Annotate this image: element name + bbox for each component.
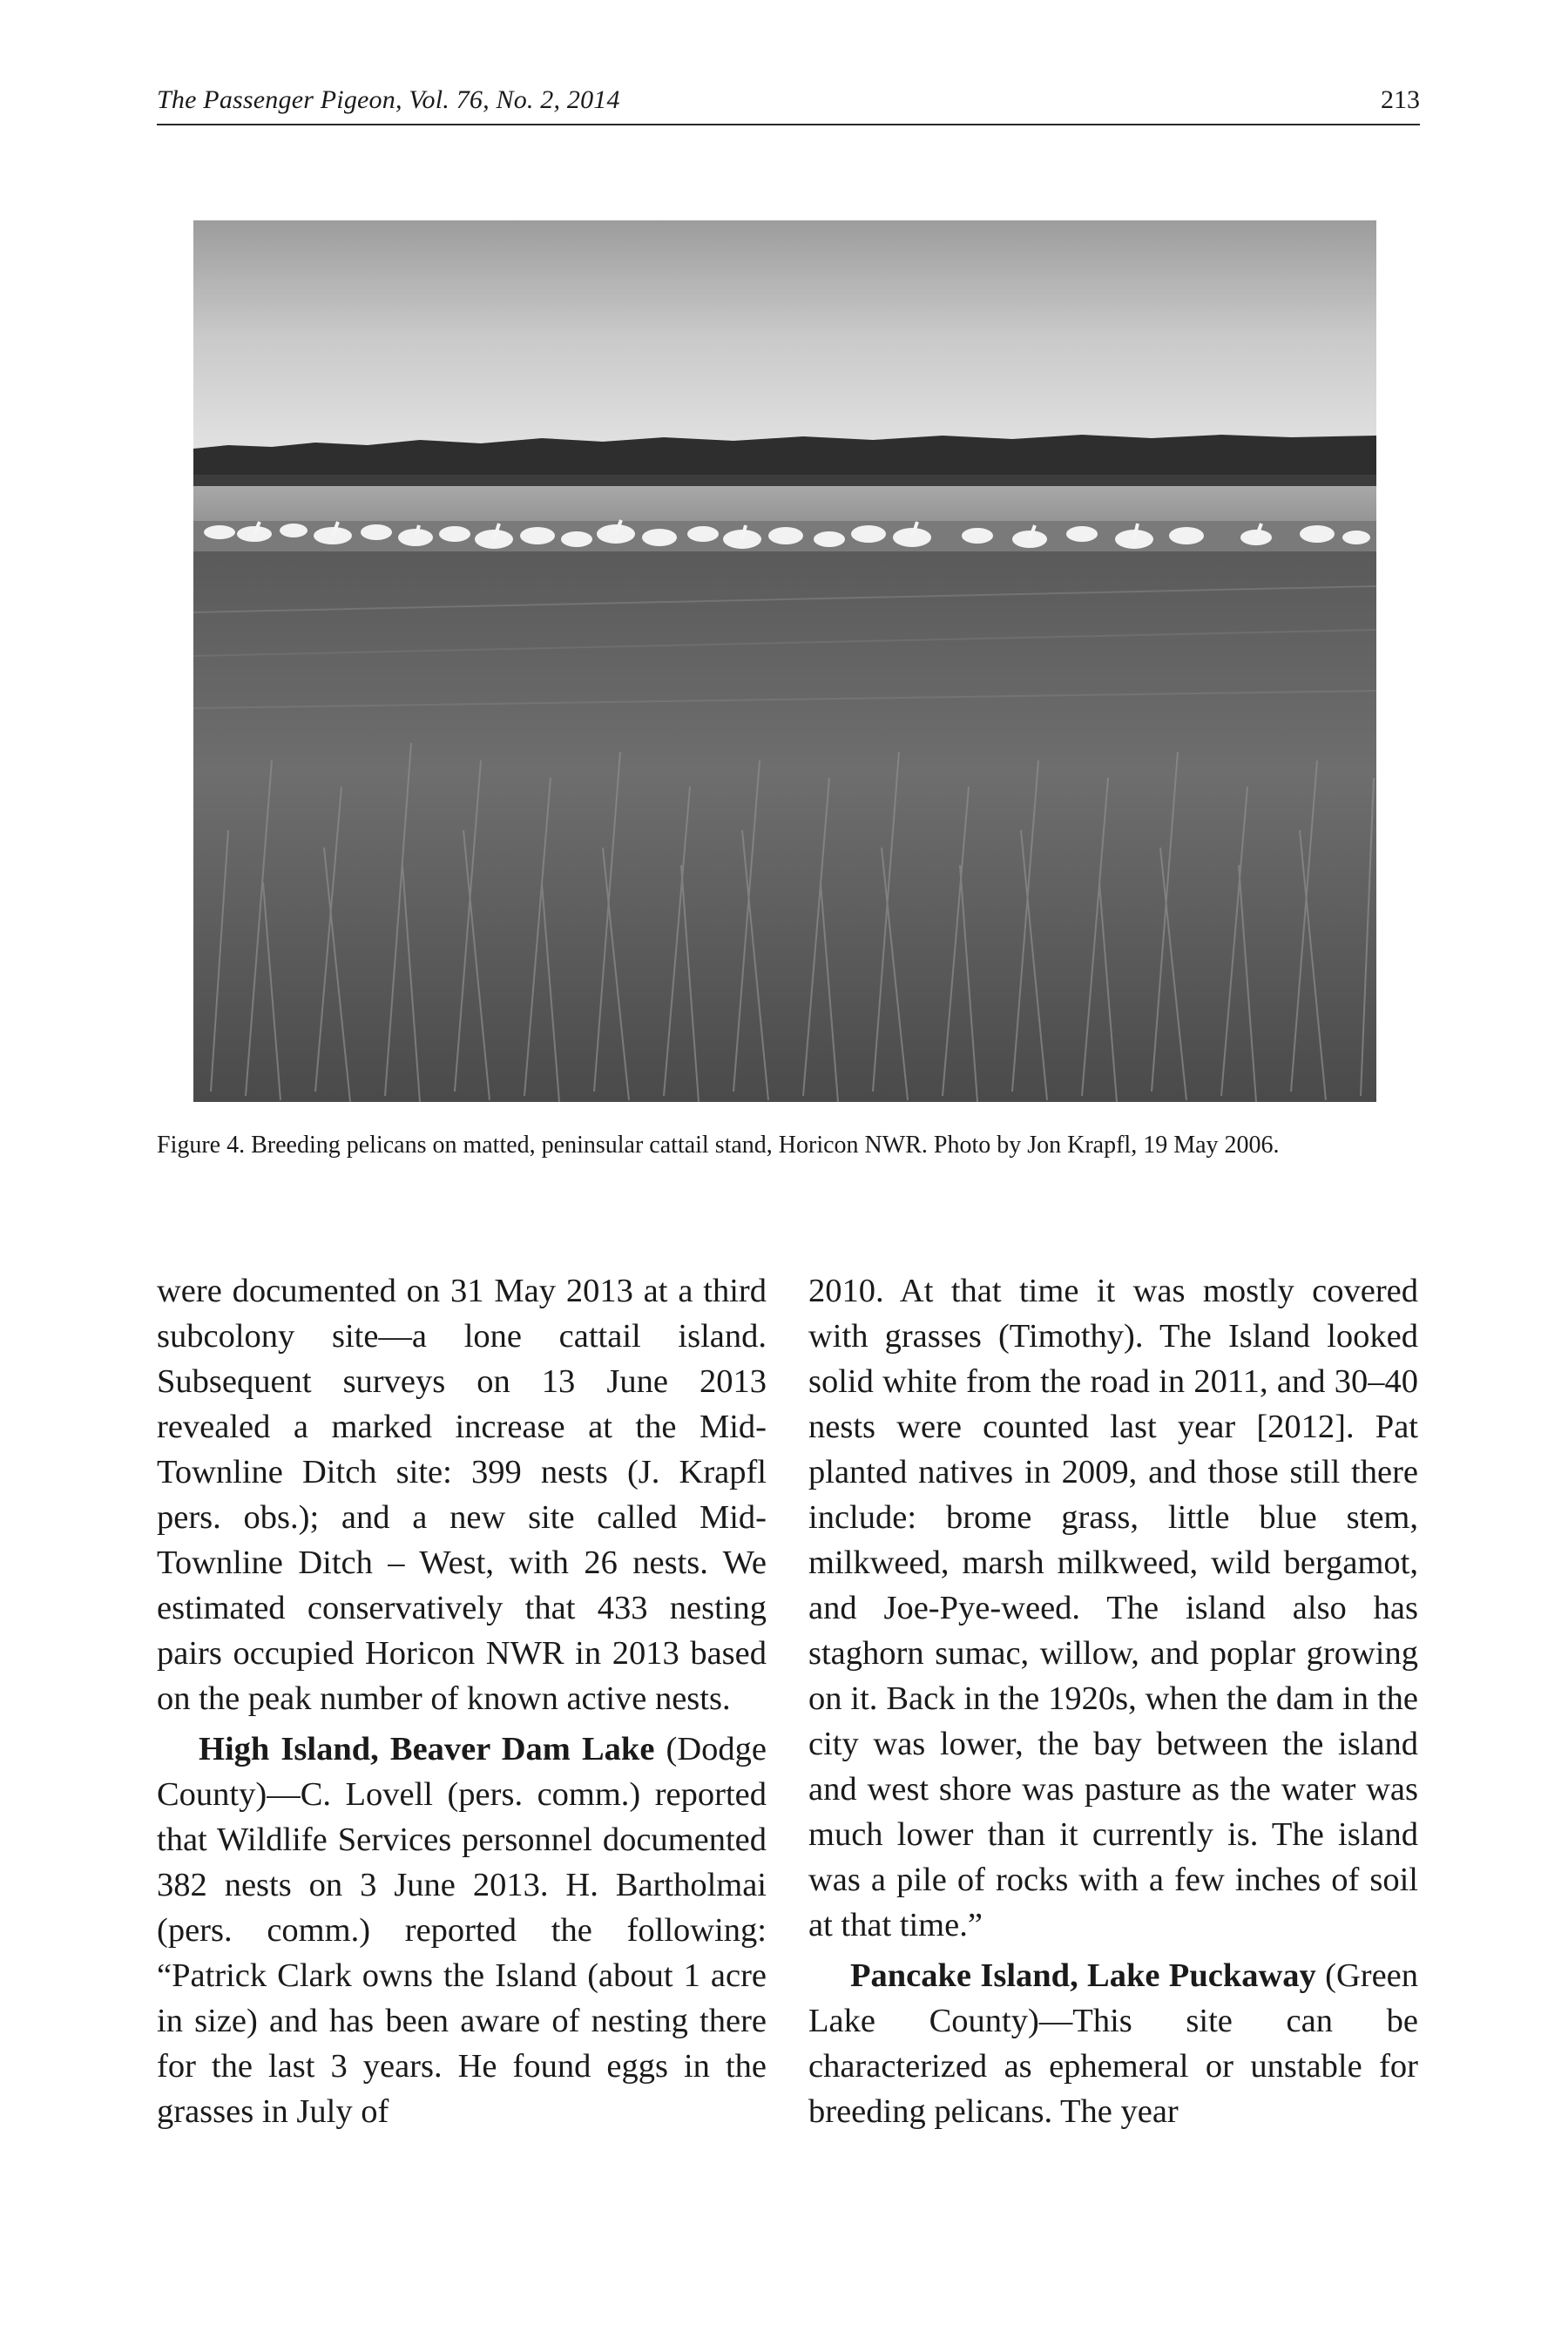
figure-photo (193, 220, 1376, 1102)
pelican-flock (193, 520, 1376, 556)
right-column (808, 1268, 1418, 2134)
left-paragraph-2-text: (Dodge County)—C. Lovell (pers. comm.) reported that Wildlife Services personnel documented 382 nests on 3 June 2013. H. Bartholmai (pers. comm.) reported the following: “Patrick Clark owns the Island (about 1 acre in size) and has been aware of nesting there for the last 3 years. He found eggs in the grasses in July of (157, 1731, 767, 2130)
right-paragraph-2 (808, 1953, 1418, 2134)
running-header (157, 80, 1420, 125)
page-number: 213 (1381, 85, 1420, 114)
pelican-marsh-photo (193, 220, 1376, 1102)
figure-caption: Figure 4. Breeding pelicans on matted, peninsular cattail stand, Horicon NWR. Photo by Jon Krapfl, 19 May 2006. (157, 1132, 1280, 1159)
journal-citation: The Passenger Pigeon, Vol. 76, No. 2, 2014 (157, 85, 620, 114)
right-paragraph-1: 2010. At that time it was mostly covered with grasses (Timothy). The Island looked solid white from the road in 2011, and 30–40 nests were counted last year [2012]. Pat planted natives in 2009, and those still there include: brome grass, little blue stem, milkweed, marsh milkweed, wild bergamot, and Joe-Pye-weed. The island also has staghorn sumac, willow, and poplar growing on it. Back in the 1920s, when the dam in the city was lower, the bay between the island and west shore was pasture as the water was much lower than it currently is. The island was a pile of rocks with a few inches of soil at that time.” (808, 1273, 1418, 1943)
left-column (157, 1268, 767, 2134)
site-heading-pancake-island: Pancake Island, Lake Puckaway (850, 1957, 1316, 1994)
site-heading-high-island: High Island, Beaver Dam Lake (199, 1731, 655, 1767)
right-paragraph-2-text: (Green Lake County)—This site can be characterized as ephemeral or unstable for breeding pelicans. The year (808, 1957, 1419, 2130)
left-paragraph-1: were documented on 31 May 2013 at a third subcolony site—a lone cattail island. Subsequent surveys on 13 June 2013 revealed a marked increase at the Mid-Townline Ditch site: 399 nests (J. Krapfl pers. obs.); and a new site called Mid-Townline Ditch – West, with 26 nests. We estimated conservatively that 433 nesting pairs occupied Horicon NWR in 2013 based on the peak number of known active nests. (157, 1273, 767, 1717)
left-paragraph-2 (157, 1727, 767, 2134)
sky (193, 220, 1376, 451)
